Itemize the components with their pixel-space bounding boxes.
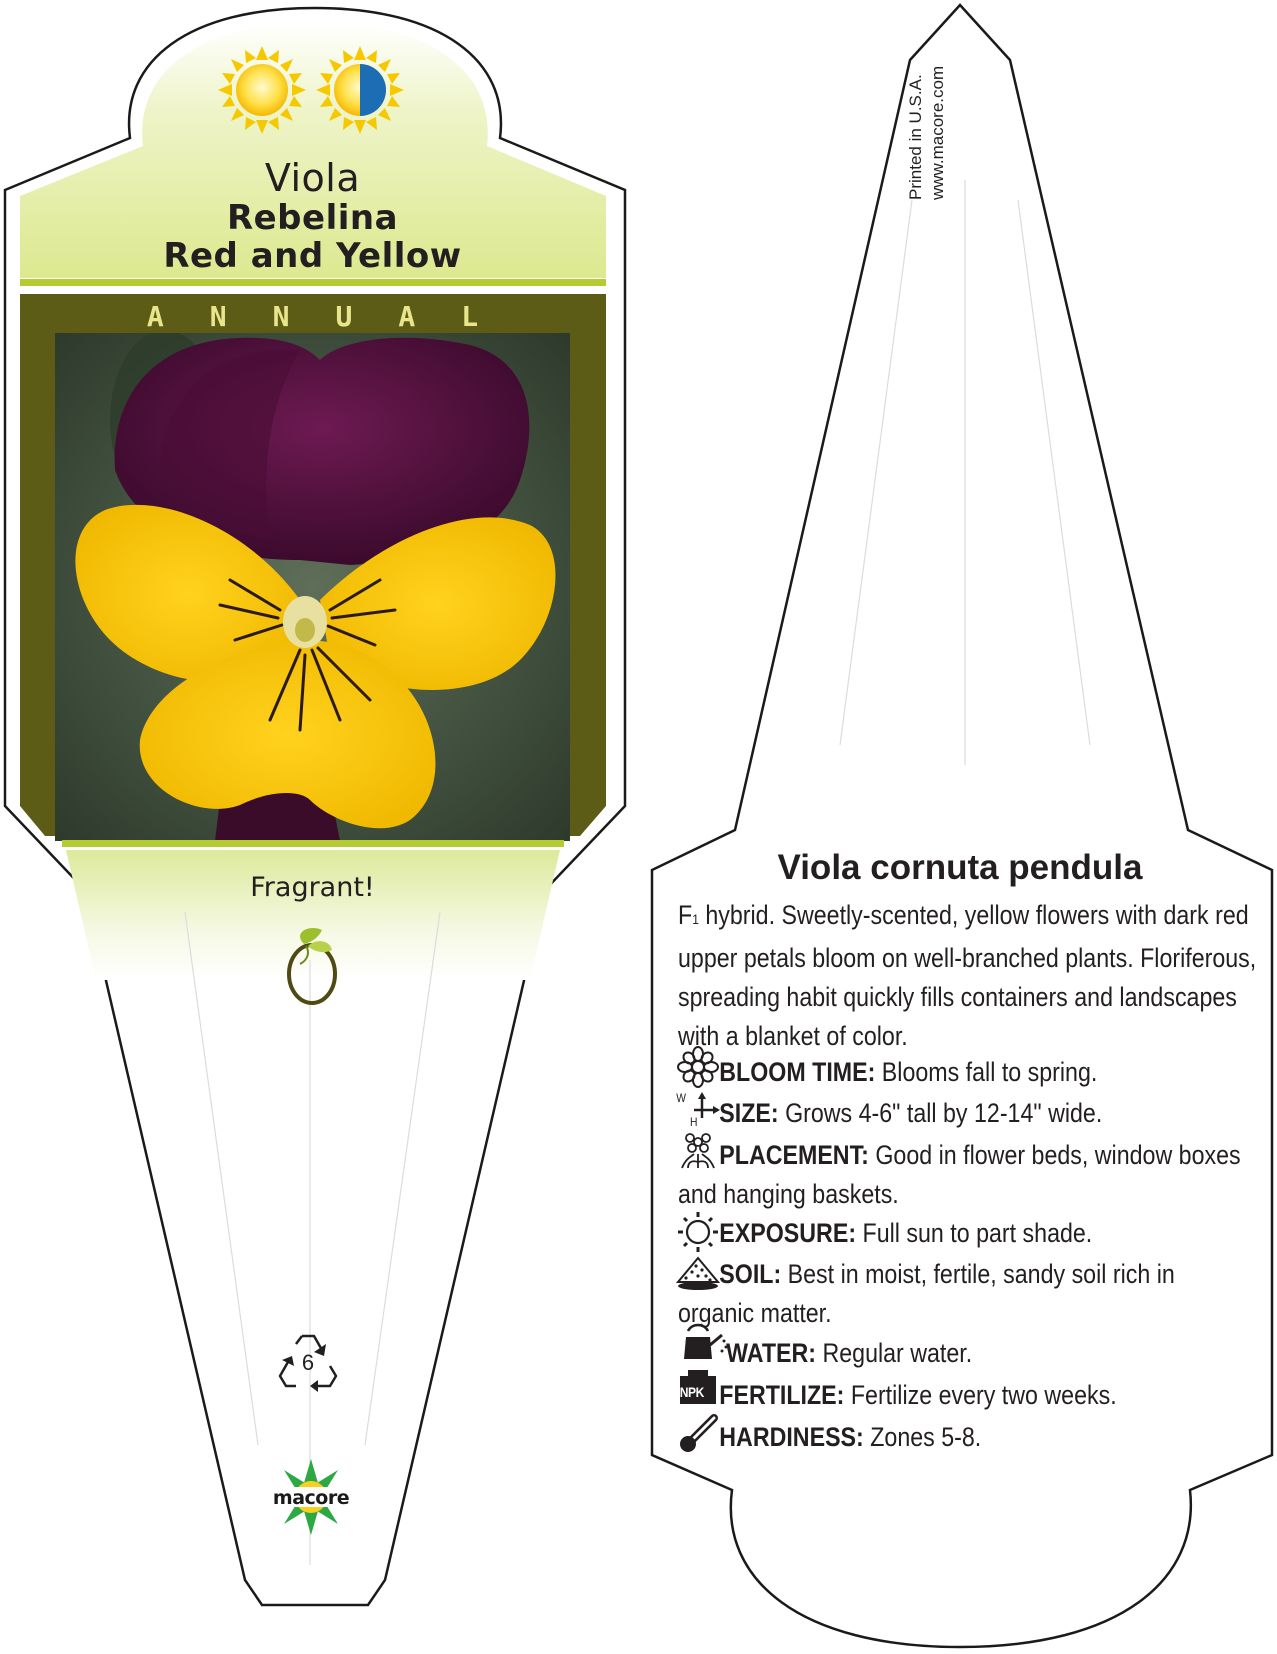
flower-photo: [55, 330, 570, 841]
description-subscript: 1: [692, 911, 699, 927]
attr-label: SIZE:: [719, 1098, 779, 1128]
description: [678, 896, 1268, 1056]
botanical-name: Viola cornuta pendula: [777, 848, 1143, 887]
full-sun-icon: [218, 46, 306, 134]
attr-value: Full sun to part shade.: [856, 1218, 1093, 1248]
size-w-letter: W: [676, 1091, 687, 1105]
attr-value: Blooms fall to spring.: [875, 1057, 1098, 1087]
attr-exposure: [678, 1214, 1271, 1253]
genus-title: Viola: [264, 156, 361, 200]
attr-value: Regular water.: [816, 1338, 973, 1368]
attr-label: FERTILIZE:: [719, 1380, 845, 1410]
attr-value: Grows 4-6" tall by 12-14" wide.: [778, 1098, 1103, 1128]
attr-label: EXPOSURE:: [719, 1218, 857, 1248]
attr-label: WATER:: [726, 1338, 817, 1368]
description-text: hybrid. Sweetly-scented, yellow flowers with dark red upper petals bloom on well-branched plants. Floriferous, spreading habit quickly fills containers and landscapes with a blanket of color.: [678, 900, 1257, 1051]
attr-label: PLACEMENT:: [719, 1140, 869, 1170]
attr-size: [676, 1091, 1271, 1133]
variety-title: Red and Yellow: [163, 236, 462, 276]
series-title: Rebelina: [226, 198, 399, 238]
attr-label: SOIL:: [719, 1259, 782, 1289]
brand-logo-text: macore: [272, 1487, 350, 1509]
npk-text: NPK: [679, 1384, 704, 1400]
attr-hardiness: [678, 1418, 1271, 1457]
description-prefix: F: [678, 900, 693, 930]
attr-label: BLOOM TIME:: [719, 1057, 876, 1087]
part-shade-icon: [316, 46, 404, 134]
printed-info: [905, 66, 949, 200]
printed-line1: Printed in U.S.A.: [906, 74, 925, 200]
attr-value: Good in flower beds, window boxes and hanging baskets.: [678, 1140, 1241, 1209]
size-h-letter: H: [690, 1115, 698, 1129]
attr-bloom-time: [678, 1053, 1271, 1092]
attr-value: Zones 5-8.: [863, 1422, 982, 1452]
attr-soil: [678, 1255, 1211, 1333]
attr-fertilize: [678, 1376, 1271, 1415]
attr-value: Fertilize every two weeks.: [844, 1380, 1117, 1410]
attr-placement: [678, 1136, 1263, 1214]
attr-water: [678, 1334, 1271, 1373]
attr-value: Best in moist, fertile, sandy soil rich in organic matter.: [678, 1259, 1175, 1328]
printed-line2: www.macore.com: [928, 65, 947, 200]
recycle-number: 6: [301, 1350, 315, 1375]
feature-label: Fragrant!: [250, 872, 375, 903]
attr-label: HARDINESS:: [719, 1422, 864, 1452]
category-label: ANNUAL: [146, 300, 525, 333]
